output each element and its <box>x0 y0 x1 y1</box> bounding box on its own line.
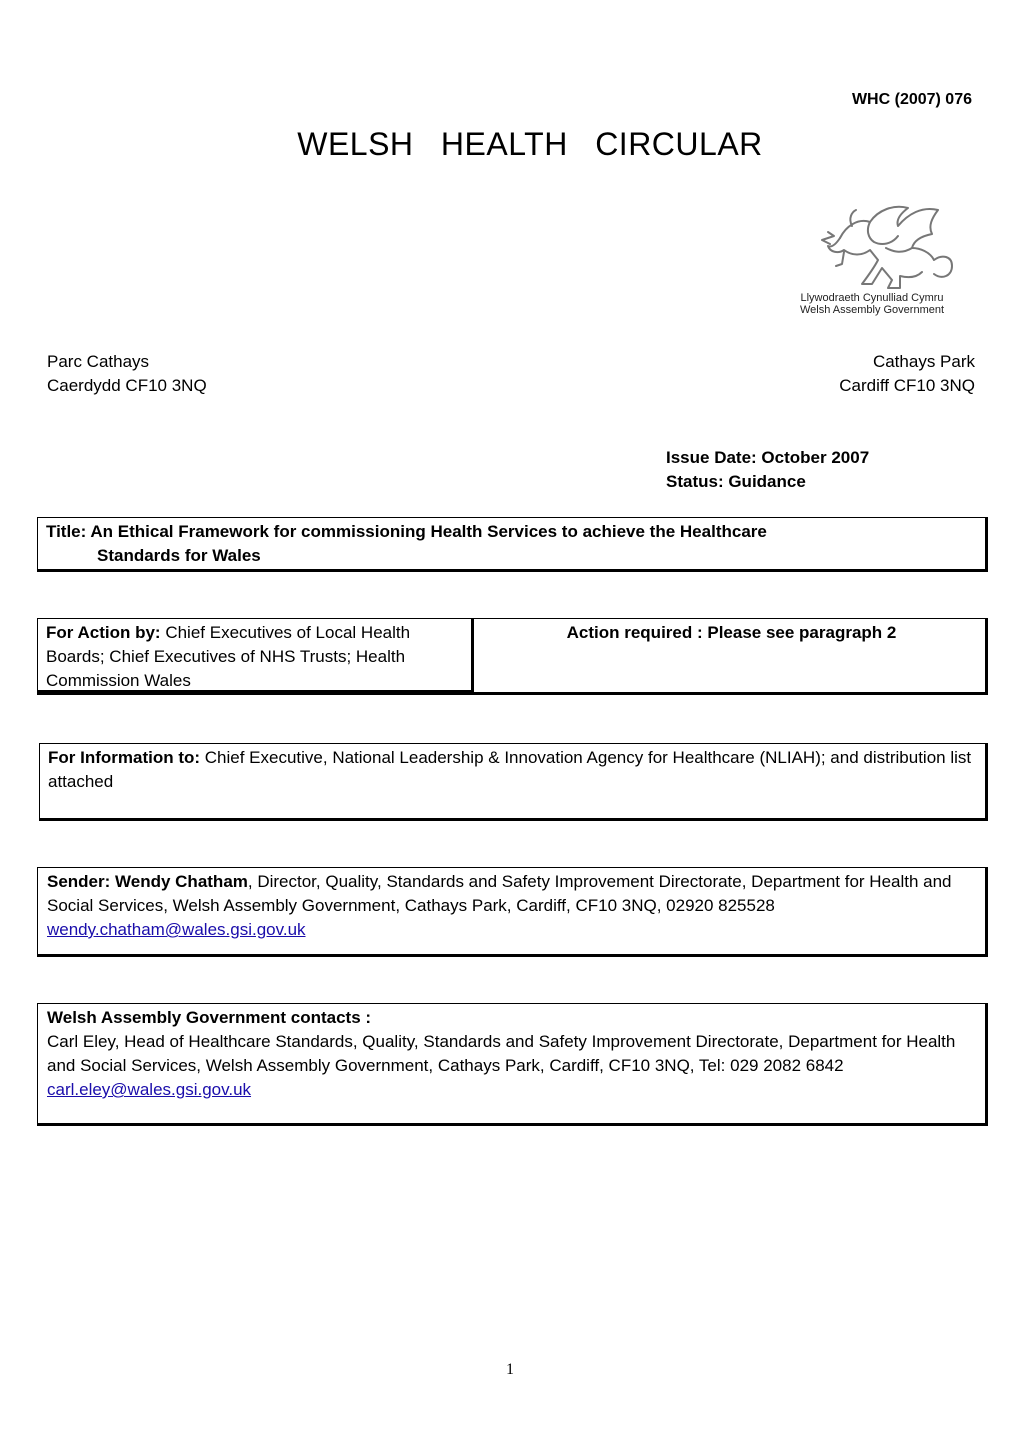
title-line2: Standards for Wales <box>97 546 261 565</box>
action-by-cell <box>38 619 474 693</box>
address-english-line2: Cardiff CF10 3NQ <box>839 376 975 395</box>
title-box <box>37 517 988 572</box>
title-line1: Title: An Ethical Framework for commissioning Health Services to achieve the Healthcare <box>46 522 767 541</box>
issue-status: Status: Guidance <box>666 472 806 491</box>
address-english-line1: Cathays Park <box>872 352 975 371</box>
action-required: Action required : Please see paragraph 2 <box>566 623 897 642</box>
information-box <box>39 743 988 821</box>
sender-text: , Director, Quality, Standards and Safety Improvement Directorate, Department for Health and Social Services, Welsh Assembly Government, Cathays Park, Cardiff, CF10 3NQ, 02920 825528 <box>47 872 952 915</box>
issue-date: Issue Date: October 2007 <box>666 448 870 467</box>
page-number: 1 <box>506 1361 514 1378</box>
address-welsh-line1: Parc Cathays <box>47 352 150 371</box>
information-text: Chief Executive, National Leadership & Innovation Agency for Healthcare (NLIAH); and distribution list attached <box>48 748 972 791</box>
action-by-label: For Action by: <box>46 623 161 642</box>
sender-box <box>37 867 988 957</box>
logo-text-english: Welsh Assembly Government <box>799 304 945 316</box>
document-title: WELSH HEALTH CIRCULAR <box>297 126 763 162</box>
address-english <box>839 350 975 398</box>
information-label: For Information to: <box>48 748 201 767</box>
address-welsh-line2: Caerdydd CF10 3NQ <box>47 376 207 395</box>
sender-label: Sender: Wendy Chatham <box>47 872 248 891</box>
contacts-email-link[interactable]: carl.eley@wales.gsi.gov.uk <box>47 1080 252 1099</box>
contacts-box <box>37 1003 988 1126</box>
contacts-text: Carl Eley, Head of Healthcare Standards, Quality, Standards and Safety Improvement Directorate, Department for Health and Social Services, Welsh Assembly Government, Cathays Park, Cardiff, CF10 3NQ, Tel: 029 2082 6842 <box>47 1032 956 1075</box>
government-logo <box>782 196 962 336</box>
sender-email-link[interactable]: wendy.chatham@wales.gsi.gov.uk <box>47 920 306 939</box>
address-welsh <box>47 350 207 398</box>
circular-reference: WHC (2007) 076 <box>851 91 972 108</box>
contacts-label: Welsh Assembly Government contacts : <box>47 1008 372 1027</box>
logo-text-welsh: Llywodraeth Cynulliad Cymru <box>800 292 944 304</box>
welsh-dragon-icon <box>782 196 962 292</box>
issue-details <box>666 446 869 494</box>
action-box <box>37 618 988 695</box>
action-by-text: Chief Executives of Local Health Boards; Chief Executives of NHS Trusts; Health Commission Wales <box>46 623 411 690</box>
